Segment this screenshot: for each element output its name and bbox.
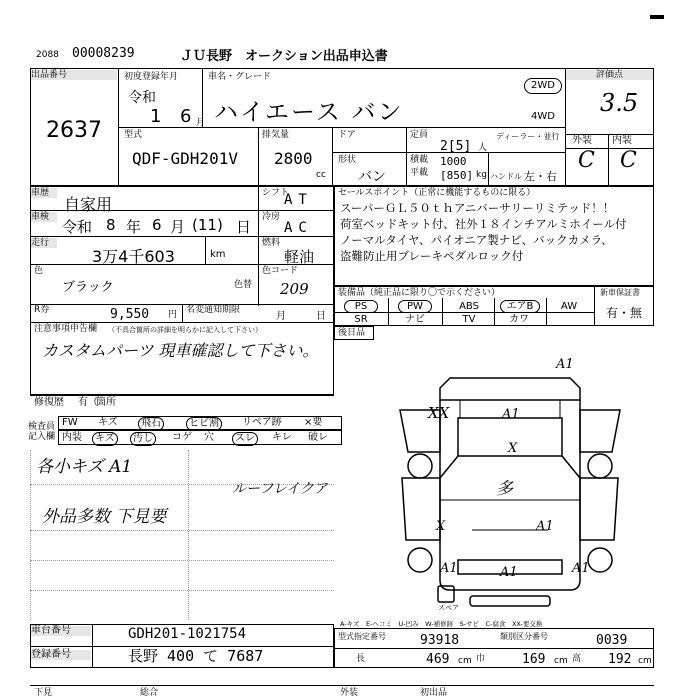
- capacity-label: 定員: [410, 130, 429, 140]
- color-value: ブラック: [62, 280, 114, 295]
- equip-ps: PS: [344, 300, 378, 313]
- weight-alt-label: 平載: [410, 168, 429, 178]
- lot-label: 出品番号: [31, 70, 117, 80]
- shape-label: 形状: [338, 155, 357, 165]
- inspection-day: (11): [192, 216, 223, 234]
- footer-right-label1: 外装: [340, 688, 359, 698]
- handwritten-line2: ルーフレイクア: [232, 481, 328, 497]
- repair-label: 修復歴: [34, 397, 64, 408]
- diagram-mark-xx: XX: [428, 404, 450, 422]
- equip-sr: SR: [354, 314, 368, 325]
- exterior-label: 外装: [572, 135, 592, 146]
- notes-label: 注意事項申告欄: [34, 324, 98, 334]
- height-unit: cm: [638, 656, 652, 666]
- grade-label: 評価点: [566, 70, 653, 80]
- doors-label: ドア: [338, 130, 356, 140]
- width-unit: cm: [554, 656, 568, 666]
- inspector-wear: スレ: [232, 432, 258, 446]
- fuel-label: 燃料: [262, 238, 281, 248]
- inspector-crack: ヒビ割: [186, 417, 222, 431]
- diagram-mark-side: A1: [536, 519, 554, 534]
- handwritten-line1: 各小キズ A1: [36, 457, 133, 477]
- footer-right-label2: 初出品: [420, 688, 448, 698]
- usage-label: 車歴: [31, 188, 57, 198]
- weight-alt-value: [850]: [440, 169, 474, 182]
- diagram-mark-left: A1: [440, 561, 458, 576]
- selling-points-label: セールスポイント（正常に機能するものに限る）: [338, 188, 536, 198]
- ref-number: 2088: [36, 50, 59, 60]
- notes-sub-label: （不具合箇所の詳細を明らかに記入して下さい）: [108, 326, 262, 334]
- footer-mid-label: 総合: [140, 688, 159, 698]
- aircon-label: 冷房: [262, 212, 281, 222]
- shape-value: バン: [358, 169, 386, 185]
- registration-month: 6: [180, 106, 192, 127]
- recycle-label: R券: [34, 305, 50, 315]
- shift-value: AT: [284, 192, 313, 208]
- recycle-unit: 円: [168, 310, 178, 320]
- equip-pw: PW: [398, 300, 432, 313]
- color-label: 色: [34, 266, 44, 276]
- drive-4wd: 4WD: [531, 111, 555, 122]
- inspection-year: 8: [106, 216, 116, 234]
- registration-year: 1: [150, 106, 162, 127]
- model-value: QDF-GDH201V: [132, 149, 238, 168]
- handle-value: 左・右: [524, 170, 557, 183]
- color-change-label: 色替: [234, 280, 253, 290]
- mileage-label: 走行: [31, 238, 57, 248]
- inspector-fw: FW: [62, 417, 78, 428]
- grade-value: 3.5: [600, 89, 639, 117]
- chassis-value: GDH201-1021754: [128, 626, 247, 642]
- car-name: ハイエース バン: [214, 98, 404, 126]
- capacity-unit: 人: [478, 143, 488, 153]
- spare-label: スペア: [438, 604, 459, 612]
- load-label: 積載: [410, 155, 429, 165]
- inspector-hole: 穴: [204, 432, 214, 443]
- corner-mark: [650, 15, 664, 19]
- post-remarks-label: 後日品: [338, 328, 366, 338]
- type-designation-value: 93918: [420, 633, 460, 648]
- load-unit: kg: [476, 170, 487, 180]
- width-label: 巾: [476, 654, 486, 664]
- inspector-burn: コゲ: [172, 432, 192, 443]
- name-change-label: 名変通知期限: [186, 305, 241, 315]
- equip-tv: TV: [462, 314, 476, 325]
- dealer-label: ディーラー・並行: [496, 132, 560, 141]
- fuel-value: 軽油: [284, 248, 315, 266]
- inspection-month: 6: [152, 216, 162, 234]
- equip-navi: ナビ: [405, 314, 425, 325]
- interior-grade: C: [620, 148, 637, 173]
- diagram-mark-roof: A1: [502, 407, 520, 422]
- inspector-needs: ×要: [304, 417, 323, 428]
- inspector-interior: 内装: [62, 432, 82, 443]
- notes-text: カスタムパーツ 現車確認して下さい。: [42, 341, 319, 360]
- footer-left-label: 下見: [34, 688, 53, 698]
- shift-label: シフト: [262, 188, 290, 198]
- equip-airbag: エアB: [500, 300, 540, 313]
- equip-aw: AW: [560, 301, 578, 312]
- aircon-value: AC: [284, 220, 313, 236]
- registration-month-unit: 月: [196, 118, 206, 128]
- mileage-unit: km: [210, 249, 226, 260]
- model-label: 型式: [124, 130, 143, 140]
- inspection-era: 令和: [62, 218, 93, 236]
- selling-point-4: 盗難防止用ブレーキペダルロック付: [340, 249, 524, 263]
- load-value: 1000: [440, 155, 467, 168]
- inspector-break: 破レ: [308, 432, 328, 443]
- repair-value: 有（: [78, 397, 98, 408]
- color-code-label: 色コード: [262, 266, 299, 276]
- equipment-label: 装備品（純正品に限り〇で示ください）: [338, 288, 501, 298]
- diagram-mark-right: A1: [572, 561, 590, 576]
- inspector-label: 検査員記入欄: [28, 422, 56, 442]
- inspector-repair: リペア跡: [242, 417, 282, 428]
- damage-legend: A-キズ E-ヘコミ U-凹み W-補修跡 S-サビ C-腐食 XX-要交換: [340, 620, 543, 628]
- lot-value: 2637: [46, 118, 102, 143]
- length-label: 長: [356, 654, 366, 664]
- handwritten-line3: 外品多数 下見要: [42, 507, 167, 527]
- diagram-note: 多: [496, 479, 513, 499]
- inspector-tear: キレ: [272, 432, 292, 443]
- registration-label: 初度登録年月: [124, 72, 179, 82]
- inspector-chip: 飛石: [138, 417, 164, 431]
- class-value: 0039: [596, 633, 628, 648]
- inspector-stain: 汚し: [130, 432, 156, 446]
- name-change-day: 日: [316, 311, 326, 322]
- recycle-value: 9,550: [110, 307, 150, 322]
- drive-2wd: 2WD: [524, 78, 562, 94]
- selling-point-1: スーパーＧＬ５０ｔｈアニバーサリーリミテッド！！: [340, 201, 615, 215]
- diagram-mark-top: A1: [556, 357, 574, 372]
- diagram-mark-x: X: [508, 441, 518, 456]
- inspection-year-unit: 年: [126, 218, 142, 236]
- new-warranty-value: 有・無: [606, 306, 643, 320]
- displacement-label: 排気量: [262, 130, 290, 140]
- chassis-label: 車台番号: [31, 626, 91, 636]
- selling-point-2: 荷室ベッドキット付、社外１８インチアルミホイール付: [340, 217, 627, 231]
- handle-label: ハンドル: [490, 172, 522, 181]
- diagram-mark-rear: A1: [500, 565, 518, 580]
- inspection-label: 車検: [31, 212, 57, 222]
- equip-leather: カワ: [509, 314, 529, 325]
- inspection-month-unit: 月: [170, 218, 186, 236]
- equip-abs: ABS: [459, 301, 479, 312]
- length-value: 469: [426, 652, 450, 667]
- height-value: 192: [608, 652, 632, 667]
- exterior-grade: C: [578, 148, 595, 173]
- interior-label: 内装: [612, 135, 632, 146]
- new-warranty-label: 新車保証書: [600, 288, 640, 297]
- displacement-unit: cc: [316, 170, 326, 180]
- inspection-day-unit: 日: [236, 218, 252, 236]
- diagram-mark-side-x: X: [436, 519, 446, 534]
- plate-value: 長野 400 て 7687: [128, 647, 264, 665]
- doc-number: 00008239: [72, 46, 135, 61]
- height-label: 高: [572, 654, 582, 664]
- inspector-i-scratch: キズ: [92, 432, 118, 446]
- selling-point-3: ノーマルタイヤ、パイオニア製ナビ、バックカメラ、: [340, 233, 613, 247]
- usage-value: 自家用: [64, 195, 113, 214]
- plate-label: 登録番号: [31, 650, 91, 660]
- auction-title: ＪＵ長野 オークション出品申込書: [180, 49, 388, 64]
- car-name-label: 車名・グレード: [208, 72, 272, 82]
- type-designation-label: 型式指定番号: [338, 632, 386, 641]
- name-change-month: 月: [276, 311, 286, 322]
- length-unit: cm: [458, 656, 472, 666]
- width-value: 169: [522, 652, 546, 667]
- color-code-value: 209: [280, 280, 309, 298]
- capacity-value: 2[5]: [440, 139, 472, 154]
- inspector-scratch: キズ: [98, 417, 118, 428]
- repair-unit: 箇所: [96, 397, 116, 408]
- displacement-value: 2800: [274, 149, 313, 168]
- registration-era: 令和: [128, 90, 156, 106]
- mileage-value: 3万4千603: [92, 247, 175, 266]
- class-label: 類別区分番号: [500, 632, 548, 641]
